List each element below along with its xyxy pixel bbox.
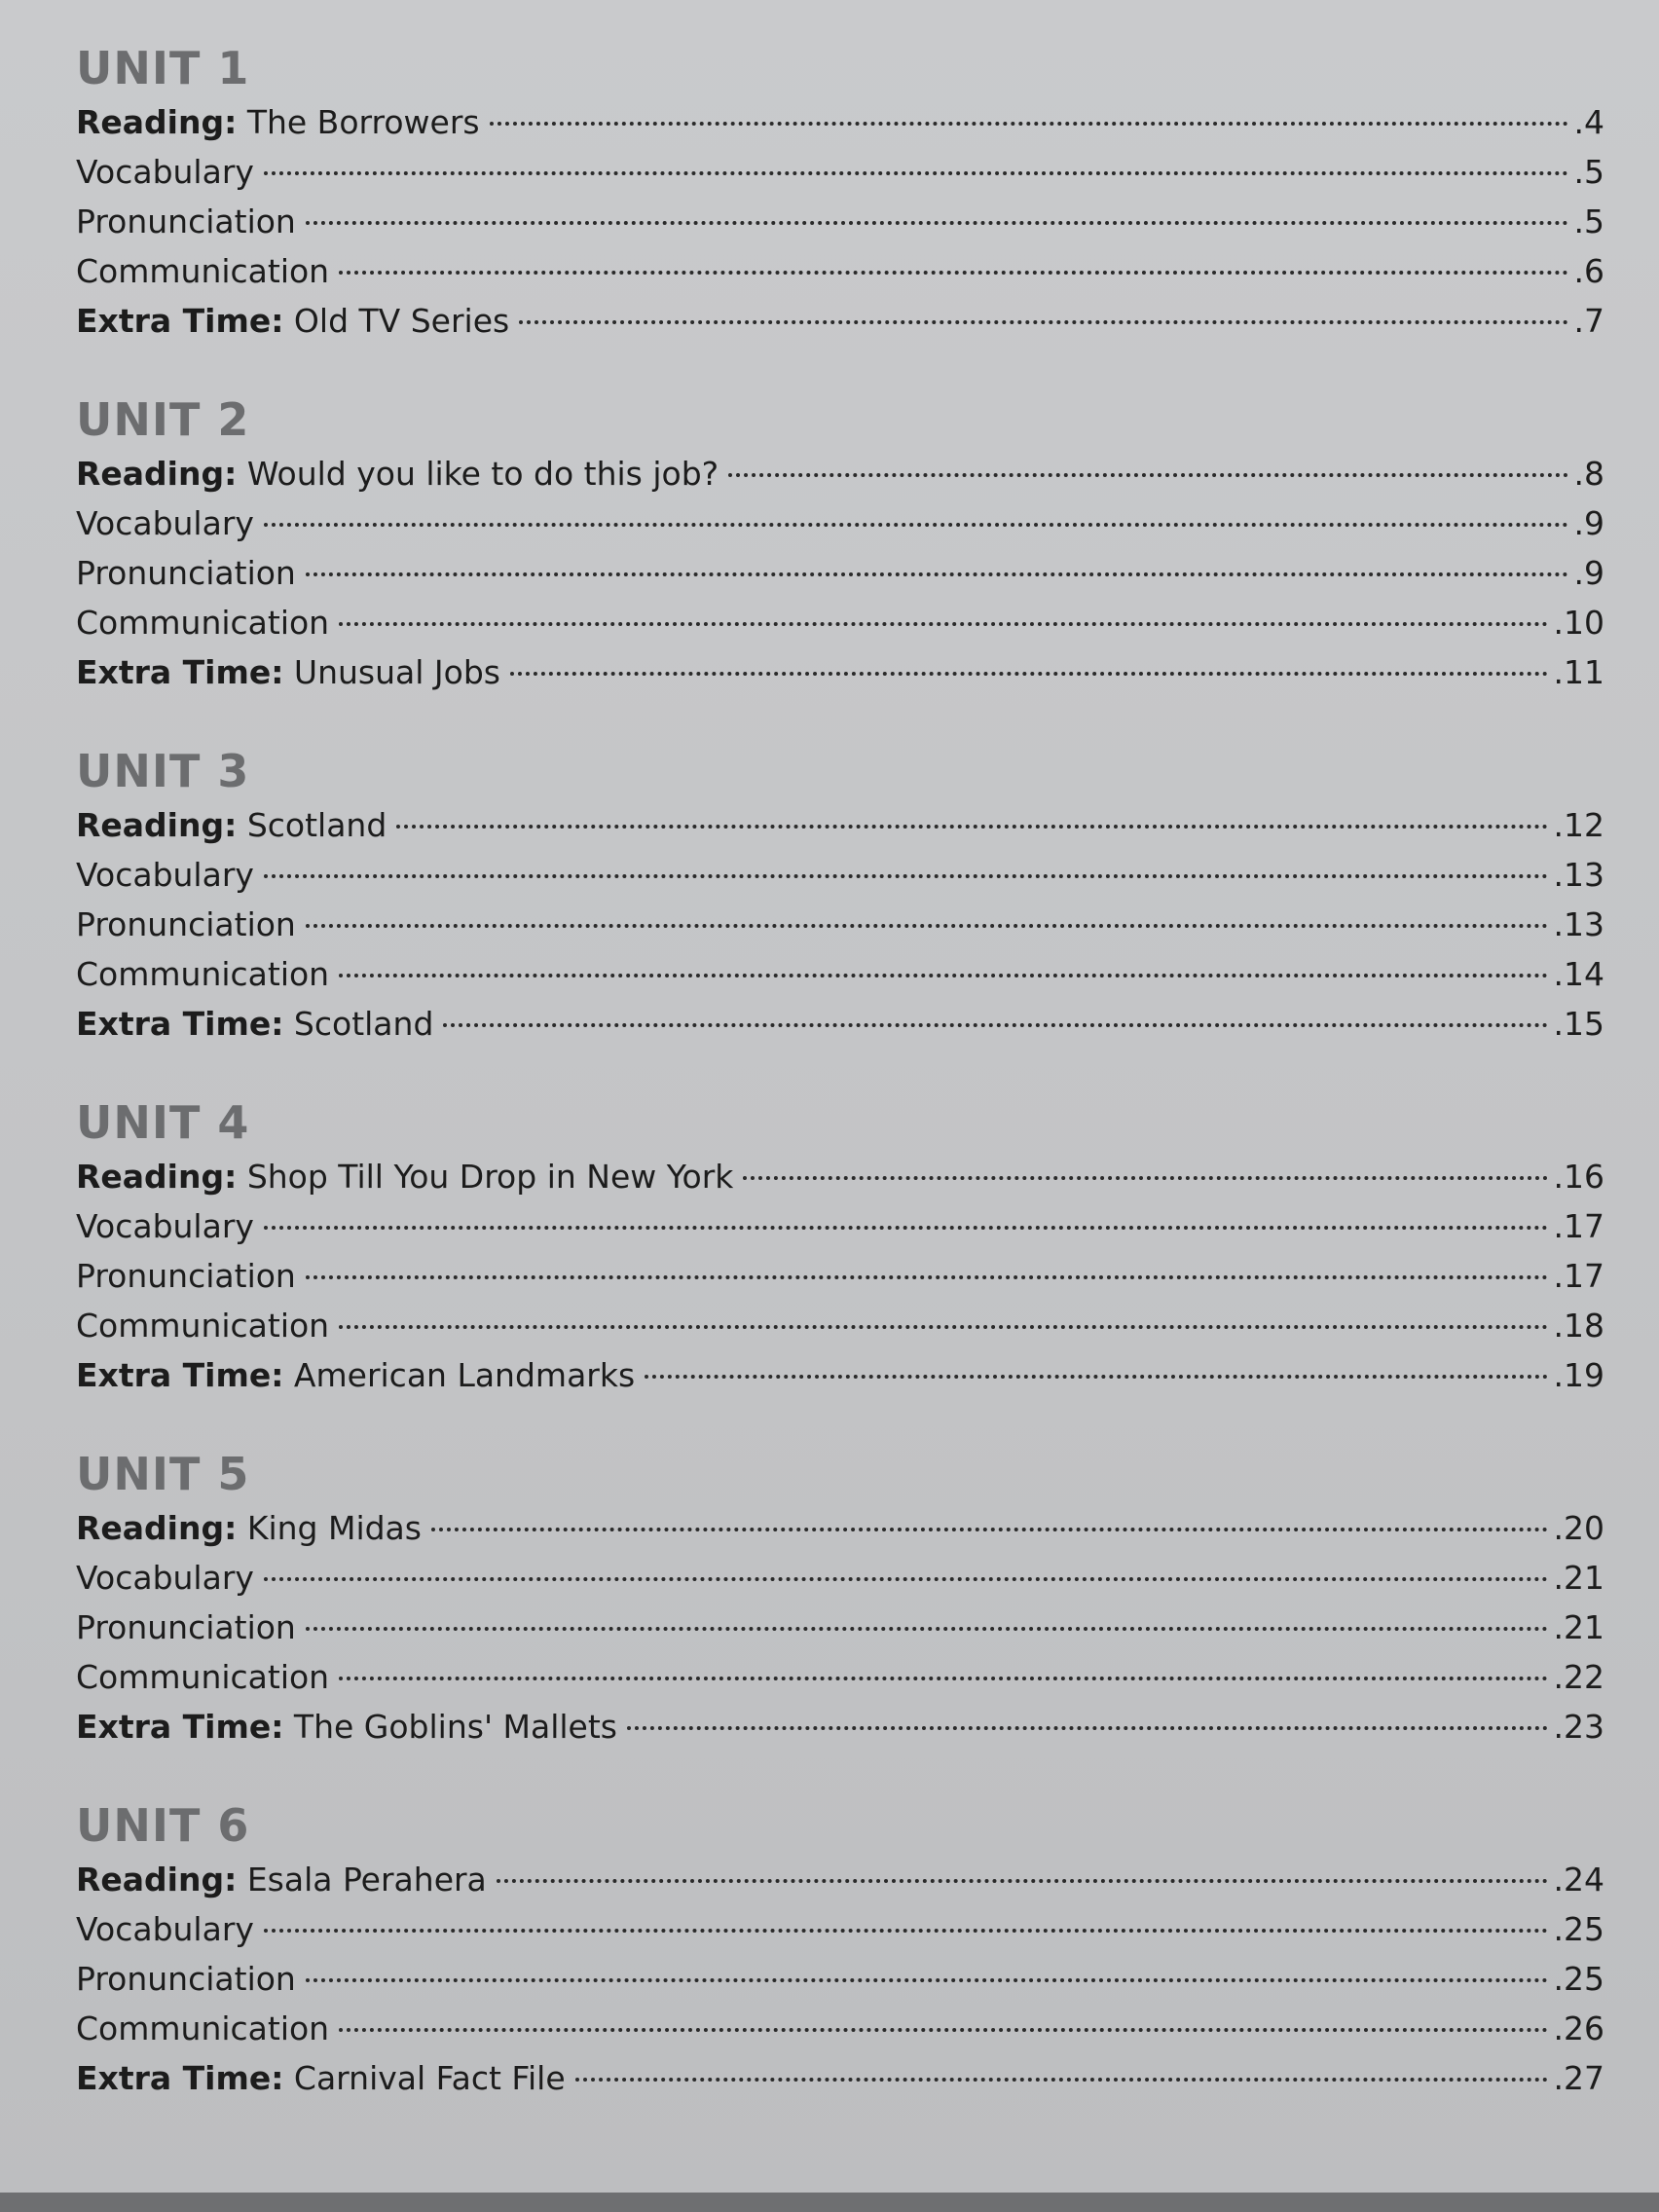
toc-entry-kind: Pronunciation — [76, 1960, 296, 1998]
page-number: .9 — [1573, 554, 1604, 592]
toc-entry — [76, 900, 1604, 949]
toc-entry-kind: Pronunciation — [76, 905, 296, 943]
toc-entry — [76, 449, 1604, 498]
unit-heading: UNIT 4 — [76, 1096, 250, 1149]
toc-entry-kind: Reading: — [76, 806, 238, 844]
toc-entry-kind: Reading: — [76, 455, 238, 493]
toc-entry-label — [76, 1503, 422, 1553]
toc-entry-kind: Extra Time: — [76, 1005, 284, 1043]
dot-leader — [339, 271, 1567, 275]
unit-section — [76, 1796, 1604, 2103]
toc-entry-label — [76, 97, 480, 147]
toc-entry — [76, 1855, 1604, 1904]
toc-entry — [76, 1301, 1604, 1350]
page-number: .17 — [1553, 1257, 1604, 1295]
toc-entry-kind: Vocabulary — [76, 1559, 254, 1597]
toc-entry-kind: Vocabulary — [76, 153, 254, 191]
toc-entry-title: King Midas — [246, 1509, 422, 1547]
page-number: .6 — [1573, 252, 1604, 290]
page-number: .10 — [1553, 604, 1604, 642]
dot-leader — [264, 523, 1568, 527]
toc-entry-title: Old TV Series — [293, 302, 510, 340]
toc-entry-kind: Reading: — [76, 1861, 238, 1899]
toc-entry-label — [76, 197, 296, 246]
toc-entry-label — [76, 1251, 296, 1301]
toc-entry — [76, 800, 1604, 850]
toc-entry-label — [76, 1954, 296, 2004]
page-number: .12 — [1553, 806, 1604, 844]
page-number: .17 — [1553, 1207, 1604, 1245]
page-bottom-shadow — [0, 2193, 1659, 2212]
dot-leader — [519, 320, 1567, 324]
toc-entry-label — [76, 999, 433, 1049]
toc-entry — [76, 1201, 1604, 1251]
toc-entry — [76, 97, 1604, 147]
toc-entry-label — [76, 1652, 329, 1702]
page-number: .13 — [1553, 856, 1604, 894]
toc-entry — [76, 1350, 1604, 1400]
toc-entry — [76, 548, 1604, 598]
toc-entry-label — [76, 598, 329, 647]
toc-entry — [76, 1652, 1604, 1702]
toc-entry — [76, 1553, 1604, 1603]
toc-entry — [76, 598, 1604, 647]
toc-entry-title: Unusual Jobs — [293, 653, 500, 691]
toc-entry — [76, 1152, 1604, 1201]
toc-entry — [76, 296, 1604, 346]
dot-leader — [339, 2028, 1547, 2032]
dot-leader — [264, 1226, 1548, 1230]
toc-entry-label — [76, 147, 254, 197]
page-number: .5 — [1573, 203, 1604, 240]
dot-leader — [728, 473, 1567, 477]
page-number: .11 — [1553, 653, 1604, 691]
unit-section — [76, 1445, 1604, 1751]
dot-leader — [339, 1325, 1547, 1329]
toc-entry-kind: Reading: — [76, 1158, 238, 1196]
page-number: .26 — [1553, 2009, 1604, 2047]
unit-heading: UNIT 3 — [76, 745, 250, 797]
toc-entry — [76, 999, 1604, 1049]
toc-entry-kind: Pronunciation — [76, 1257, 296, 1295]
page-number: .18 — [1553, 1307, 1604, 1345]
unit-heading: UNIT 2 — [76, 393, 250, 446]
toc-entry-kind: Communication — [76, 955, 330, 993]
toc-entry-label — [76, 2053, 566, 2103]
toc-entry-kind: Pronunciation — [76, 203, 296, 240]
toc-entry — [76, 246, 1604, 296]
toc-entry-title: Scotland — [246, 806, 387, 844]
page-number: .25 — [1553, 1910, 1604, 1948]
page-number: .8 — [1573, 455, 1604, 493]
toc-entry-label — [76, 2004, 329, 2053]
dot-leader — [306, 221, 1568, 225]
table-of-contents — [76, 39, 1604, 2148]
toc-entry-kind: Communication — [76, 1307, 330, 1345]
toc-entry-label — [76, 647, 500, 697]
toc-entry-kind: Extra Time: — [76, 653, 284, 691]
toc-entry-kind: Communication — [76, 1658, 330, 1696]
toc-entry-label — [76, 548, 296, 598]
dot-leader — [264, 1929, 1548, 1933]
toc-entry-title: The Borrowers — [246, 103, 480, 141]
toc-entry-label — [76, 1855, 487, 1904]
dot-leader — [396, 825, 1547, 829]
toc-entry-kind: Pronunciation — [76, 554, 296, 592]
toc-entry-label — [76, 949, 329, 999]
toc-entry-title: American Landmarks — [293, 1356, 636, 1394]
toc-entry-kind: Communication — [76, 604, 330, 642]
page-number: .23 — [1553, 1708, 1604, 1746]
toc-entry-label — [76, 800, 387, 850]
toc-entry-kind: Extra Time: — [76, 2059, 284, 2097]
page-number: .24 — [1553, 1861, 1604, 1899]
toc-entry-label — [76, 246, 329, 296]
toc-entry-label — [76, 449, 719, 498]
toc-entry-kind: Communication — [76, 2009, 330, 2047]
dot-leader — [575, 2078, 1548, 2082]
toc-entry-title: Esala Perahera — [246, 1861, 487, 1899]
toc-entry — [76, 1954, 1604, 2004]
page-number: .25 — [1553, 1960, 1604, 1998]
toc-entry-label — [76, 850, 254, 900]
toc-entry — [76, 498, 1604, 548]
dot-leader — [264, 874, 1548, 878]
dot-leader — [339, 622, 1547, 626]
toc-entry — [76, 1904, 1604, 1954]
toc-entry-kind: Vocabulary — [76, 856, 254, 894]
page-number: .14 — [1553, 955, 1604, 993]
dot-leader — [431, 1528, 1548, 1531]
toc-entry — [76, 2053, 1604, 2103]
toc-entry — [76, 197, 1604, 246]
unit-section — [76, 742, 1604, 1049]
unit-heading: UNIT 5 — [76, 1448, 250, 1500]
page-number: .22 — [1553, 1658, 1604, 1696]
dot-leader — [306, 572, 1568, 576]
page-number: .4 — [1573, 103, 1604, 141]
toc-entry-label — [76, 900, 296, 949]
dot-leader — [264, 1577, 1548, 1581]
dot-leader — [264, 171, 1568, 175]
dot-leader — [339, 974, 1547, 977]
unit-section — [76, 1093, 1604, 1400]
toc-entry — [76, 949, 1604, 999]
toc-entry-label — [76, 1152, 733, 1201]
toc-entry — [76, 1251, 1604, 1301]
page-number: .27 — [1553, 2059, 1604, 2097]
dot-leader — [306, 1627, 1548, 1631]
toc-entry-kind: Reading: — [76, 1509, 238, 1547]
toc-entry-label — [76, 1201, 254, 1251]
toc-entry-kind: Reading: — [76, 103, 238, 141]
dot-leader — [443, 1023, 1547, 1027]
page-number: .13 — [1553, 905, 1604, 943]
page-number: .5 — [1573, 153, 1604, 191]
page-number: .7 — [1573, 302, 1604, 340]
page-number: .9 — [1573, 504, 1604, 542]
toc-entry-label — [76, 498, 254, 548]
toc-entry-kind: Extra Time: — [76, 1708, 284, 1746]
dot-leader — [510, 672, 1548, 676]
page-number: .19 — [1553, 1356, 1604, 1394]
toc-entry-label — [76, 1904, 254, 1954]
toc-entry-title: Shop Till You Drop in New York — [246, 1158, 734, 1196]
toc-entry-kind: Extra Time: — [76, 1356, 284, 1394]
dot-leader — [306, 924, 1548, 928]
page-number: .20 — [1553, 1509, 1604, 1547]
page-number: .21 — [1553, 1608, 1604, 1646]
dot-leader — [339, 1677, 1547, 1680]
toc-entry-label — [76, 1702, 617, 1751]
toc-entry-kind: Extra Time: — [76, 302, 284, 340]
toc-entry-title: Carnival Fact File — [293, 2059, 566, 2097]
toc-entry-kind: Vocabulary — [76, 1910, 254, 1948]
toc-entry — [76, 850, 1604, 900]
toc-entry-kind: Pronunciation — [76, 1608, 296, 1646]
toc-entry — [76, 1503, 1604, 1553]
unit-heading: UNIT 1 — [76, 42, 250, 94]
toc-entry-title: Would you like to do this job? — [246, 455, 719, 493]
toc-entry-label — [76, 296, 509, 346]
toc-entry — [76, 1603, 1604, 1652]
page-number: .16 — [1553, 1158, 1604, 1196]
dot-leader — [490, 122, 1568, 126]
unit-heading: UNIT 6 — [76, 1799, 250, 1852]
toc-entry-kind: Vocabulary — [76, 1207, 254, 1245]
dot-leader — [497, 1879, 1548, 1883]
dot-leader — [743, 1176, 1547, 1180]
dot-leader — [645, 1375, 1547, 1379]
toc-entry-label — [76, 1603, 296, 1652]
toc-entry — [76, 2004, 1604, 2053]
unit-section — [76, 39, 1604, 346]
toc-entry-kind: Vocabulary — [76, 504, 254, 542]
page-number: .15 — [1553, 1005, 1604, 1043]
dot-leader — [627, 1726, 1548, 1730]
toc-entry-title: Scotland — [293, 1005, 434, 1043]
dot-leader — [306, 1978, 1548, 1982]
toc-entry-title: The Goblins' Mallets — [293, 1708, 617, 1746]
unit-section — [76, 390, 1604, 697]
toc-entry — [76, 647, 1604, 697]
toc-entry-kind: Communication — [76, 252, 330, 290]
toc-entry-label — [76, 1301, 329, 1350]
toc-entry — [76, 147, 1604, 197]
toc-entry-label — [76, 1350, 635, 1400]
toc-entry — [76, 1702, 1604, 1751]
toc-entry-label — [76, 1553, 254, 1603]
dot-leader — [306, 1275, 1548, 1279]
page-number: .21 — [1553, 1559, 1604, 1597]
